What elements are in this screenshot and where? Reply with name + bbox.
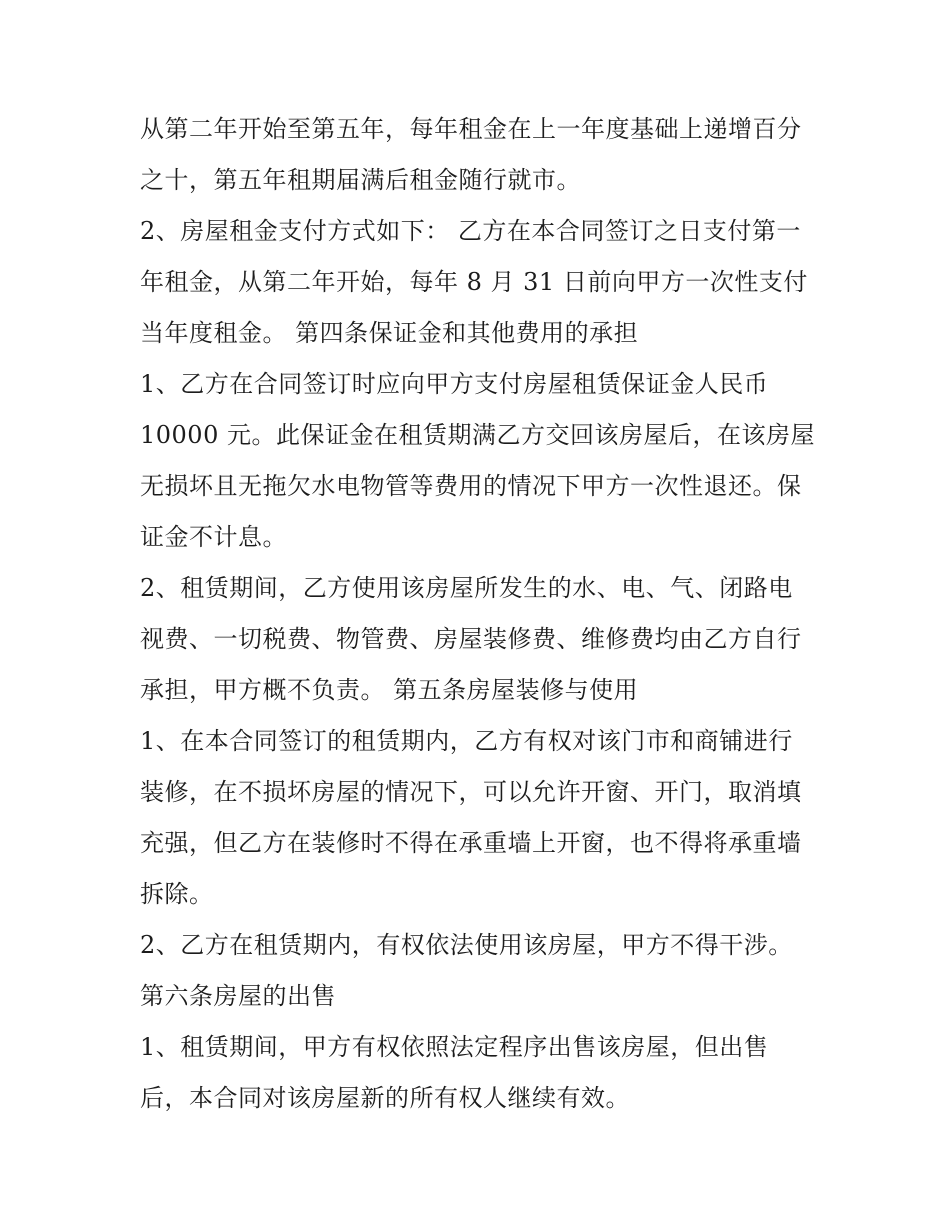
text-line: 充强，但乙方在装修时不得在承重墙上开窗，也不得将承重墙 — [140, 829, 802, 857]
text-line: 第六条房屋的出售 — [140, 982, 336, 1010]
text-line: 证金不计息。 — [140, 523, 287, 551]
text-line: 当年度租金。 第四条保证金和其他费用的承担 — [140, 319, 639, 347]
text-line: 1、租赁期间，甲方有权依照法定程序出售该房屋，但出售 — [140, 1033, 769, 1061]
text-line: 拆除。 — [140, 880, 214, 908]
text-line: 承担，甲方概不负责。 第五条房屋装修与使用 — [140, 676, 639, 704]
text-line: 无损坏且无拖欠水电物管等费用的情况下甲方一次性退还。保 — [140, 472, 802, 500]
text-line: 2、房屋租金支付方式如下： 乙方在本合同签订之日支付第一 — [140, 217, 801, 245]
text-line: 2、租赁期间，乙方使用该房屋所发生的水、电、气、闭路电 — [140, 574, 793, 602]
text-line: 2、乙方在租赁期内，有权依法使用该房屋，甲方不得干涉。 — [140, 931, 793, 959]
text-line: 装修，在不损坏房屋的情况下，可以允许开窗、开门，取消填 — [140, 778, 802, 806]
text-line: 之十，第五年租期届满后租金随行就市。 — [140, 166, 581, 194]
text-line: 1、乙方在合同签订时应向甲方支付房屋租赁保证金人民币 — [140, 370, 769, 398]
text-line: 视费、一切税费、物管费、房屋装修费、维修费均由乙方自行 — [140, 625, 802, 653]
text-line: 1、在本合同签订的租赁期内，乙方有权对该门市和商铺进行 — [140, 727, 793, 755]
text-line: 后，本合同对该房屋新的所有权人继续有效。 — [140, 1084, 630, 1112]
text-line: 年租金，从第二年开始，每年 8 月 31 日前向甲方一次性支付 — [140, 268, 808, 296]
text-line: 10000 元。此保证金在租赁期满乙方交回该房屋后，在该房屋 — [140, 421, 815, 449]
text-line: 从第二年开始至第五年，每年租金在上一年度基础上递增百分 — [140, 115, 802, 143]
document-body — [140, 104, 830, 1124]
